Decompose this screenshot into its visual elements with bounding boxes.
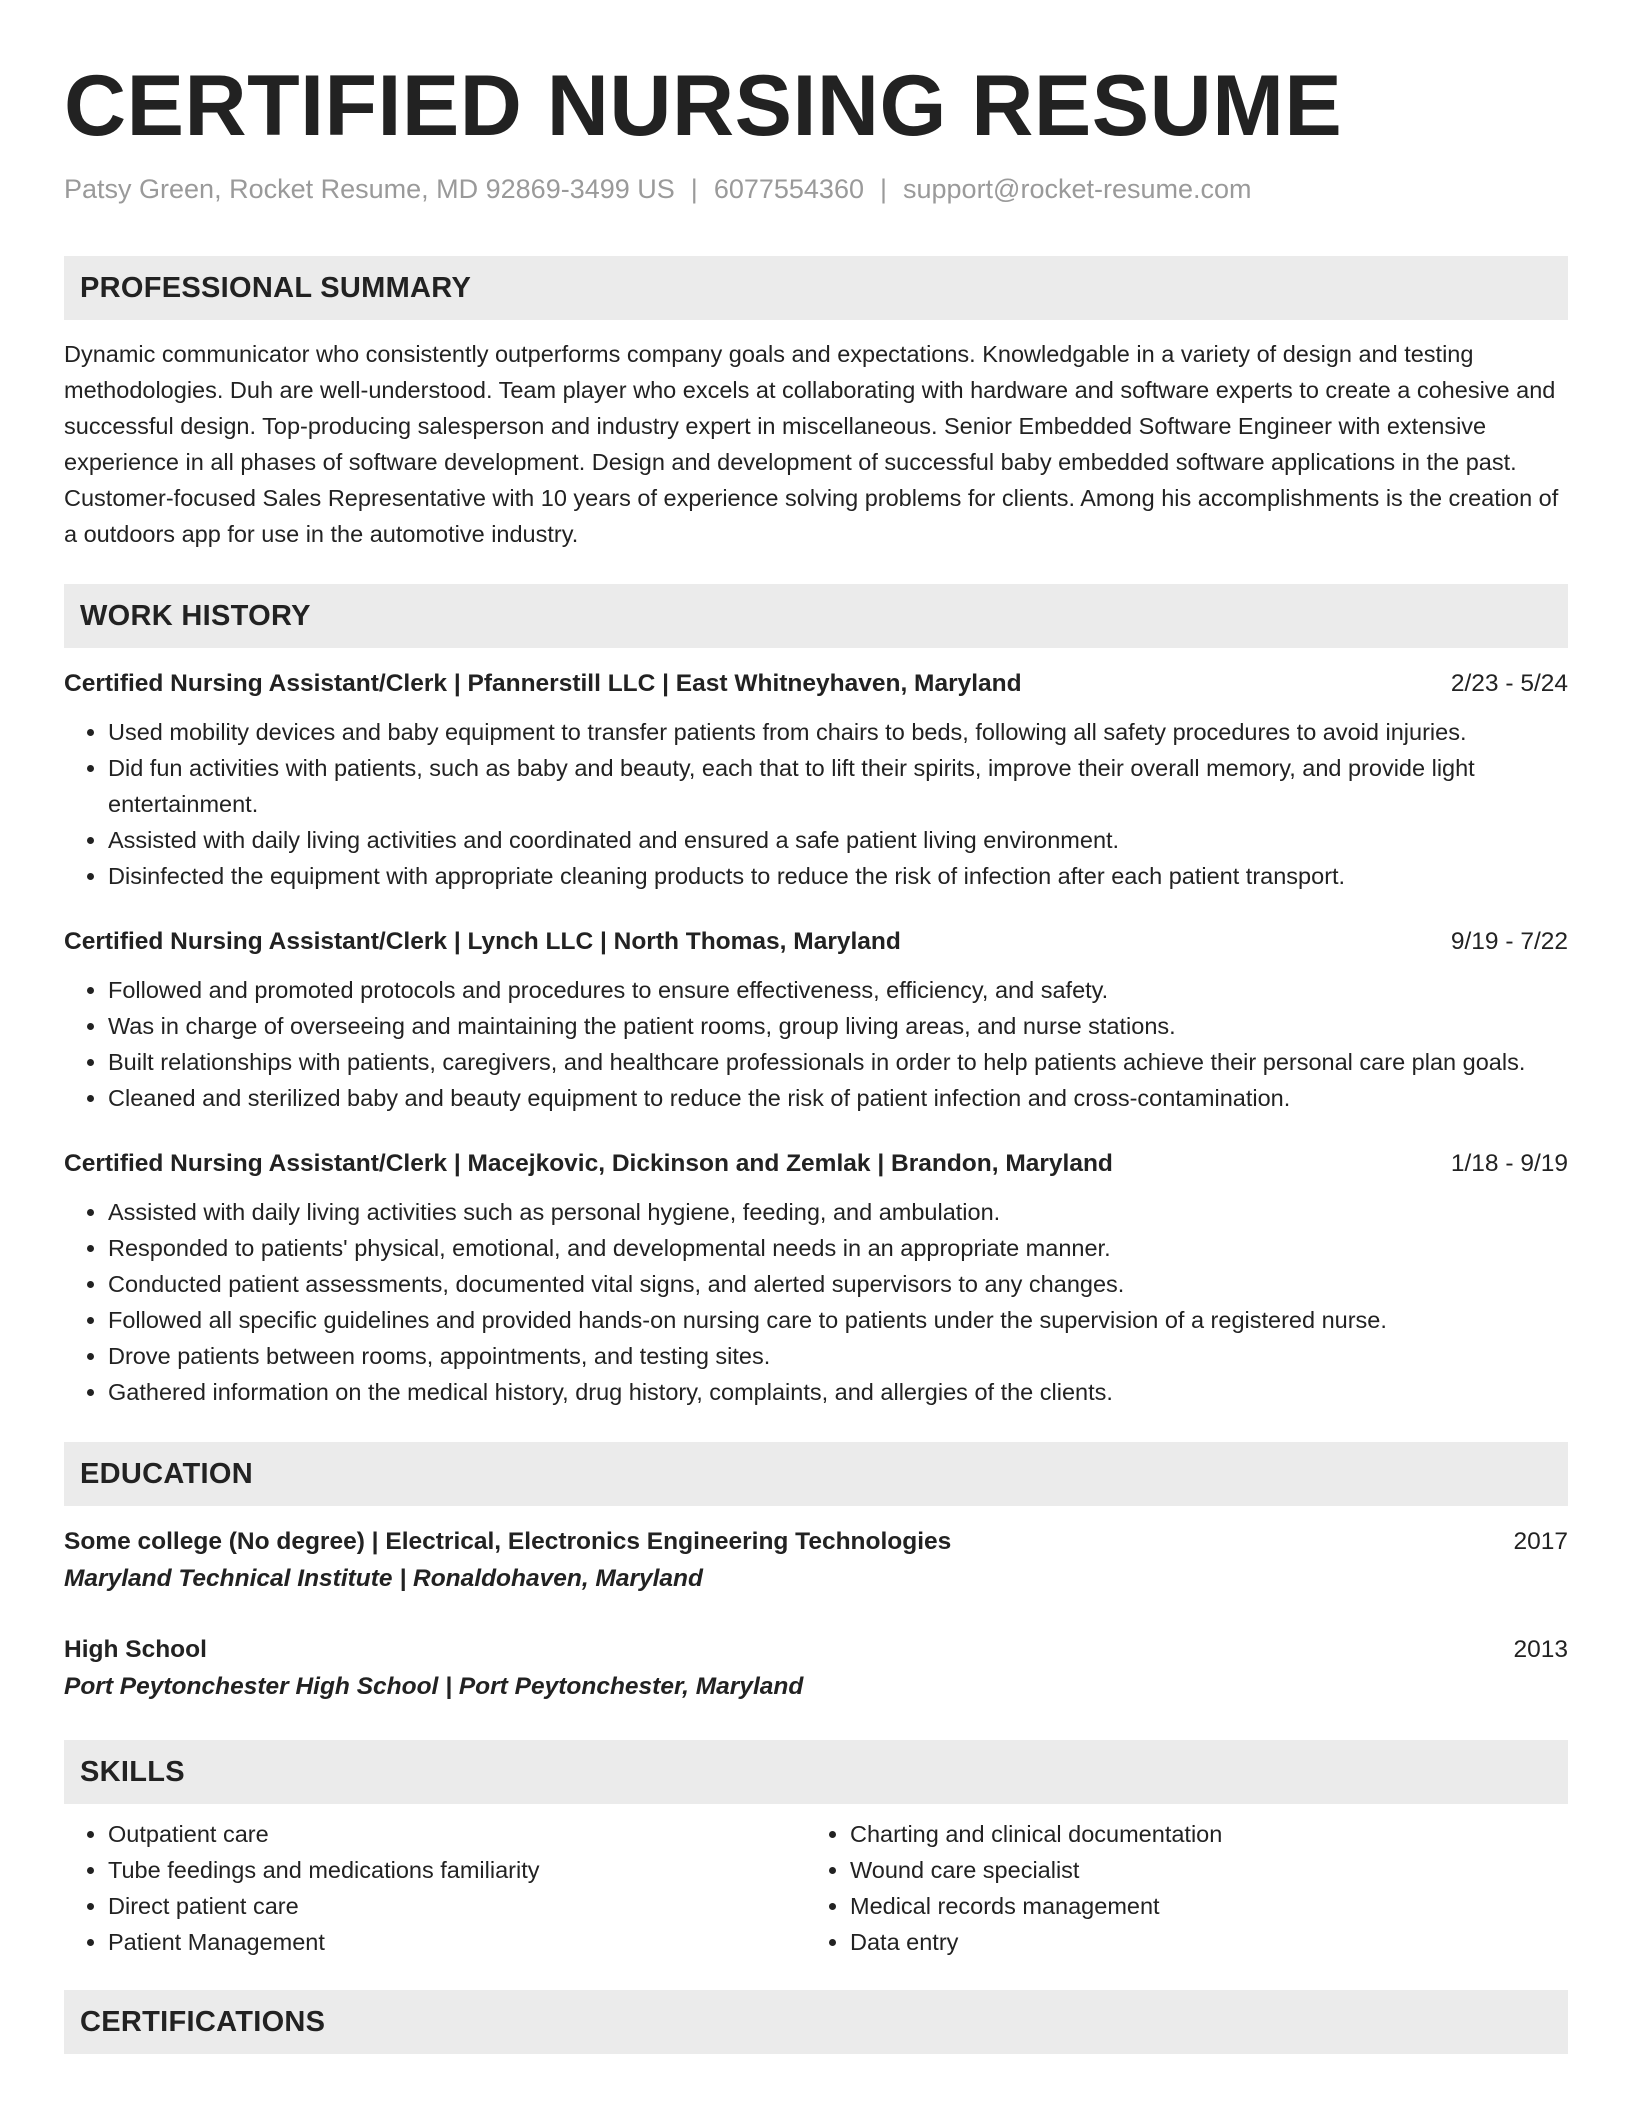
job-bullet: • Followed and promoted protocols and procedures to ensure effectiveness, efficiency, and safety. — [108, 972, 1568, 1008]
job-bullet: • Disinfected the equipment with appropriate cleaning products to reduce the risk of infection after each patient transport. — [108, 858, 1568, 894]
job-bullet: • Cleaned and sterilized baby and beauty equipment to reduce the risk of patient infection and cross-contamination. — [108, 1080, 1568, 1116]
section-header-skills: SKILLS — [64, 1740, 1568, 1804]
skill-item: • Patient Management — [108, 1924, 806, 1960]
education-year: 2013 — [1513, 1636, 1568, 1663]
job-bullet: • Conducted patient assessments, documented vital signs, and alerted supervisors to any changes. — [108, 1266, 1568, 1302]
job-header-row — [64, 666, 1568, 702]
section-header-certifications: CERTIFICATIONS — [64, 1990, 1568, 2054]
section-header-work-history: WORK HISTORY — [64, 584, 1568, 648]
job-bullets — [64, 972, 1568, 1116]
job-bullets — [64, 1194, 1568, 1410]
summary-paragraph: Dynamic communicator who consistently outperforms company goals and expectations. Knowledgable in a variety of design and testing methodologies. Duh are well-understood. Team player who excels at collaborating with hardware and software experts to create a cohesive and successful design. Top-producing salesperson and industry expert in miscellaneous. Senior Embedded Software Engineer with extensive experience in all phases of software development. Design and development of successful baby embedded software applications in the past. Customer-focused Sales Representative with 10 years of experience solving problems for clients. Among his accomplishments is the creation of a outdoors app for use in the automotive industry. — [64, 341, 1559, 547]
education-header-row — [64, 1524, 1568, 1560]
job-header-row — [64, 1146, 1568, 1182]
skills-column-right — [806, 1816, 1548, 1960]
job-bullets — [64, 714, 1568, 894]
job-header-row — [64, 924, 1568, 960]
resume-title: CERTIFIED NURSING RESUME — [64, 58, 1343, 154]
section-header-education: EDUCATION — [64, 1442, 1568, 1506]
skill-item: • Outpatient care — [108, 1816, 806, 1852]
contact-email: support@rocket-resume.com — [903, 174, 1252, 204]
skills-grid — [64, 1816, 1568, 1960]
education-header-row — [64, 1632, 1568, 1668]
job-bullet: • Assisted with daily living activities and coordinated and ensured a safe patient living environment. — [108, 822, 1568, 858]
education-degree: Some college (No degree) | Electrical, Electronics Engineering Technologies — [64, 1528, 952, 1555]
job-dates: 2/23 - 5/24 — [1450, 670, 1568, 697]
job-entry — [64, 1146, 1568, 1410]
skill-item: • Data entry — [850, 1924, 1548, 1960]
job-entry — [64, 666, 1568, 894]
skill-item: • Medical records management — [850, 1888, 1548, 1924]
education-entry — [64, 1524, 1568, 1598]
skills-column-left — [64, 1816, 806, 1960]
skill-item: • Tube feedings and medications familiarity — [108, 1852, 806, 1888]
job-dates: 1/18 - 9/19 — [1450, 1150, 1568, 1177]
job-title: Certified Nursing Assistant/Clerk | Pfannerstill LLC | East Whitneyhaven, Maryland — [64, 670, 1022, 697]
education-year: 2017 — [1513, 1528, 1568, 1555]
education-entry — [64, 1632, 1568, 1706]
contact-separator: | — [879, 174, 887, 204]
resume-page — [64, 0, 1568, 2054]
skill-item: • Charting and clinical documentation — [850, 1816, 1548, 1852]
job-bullet: • Assisted with daily living activities such as personal hygiene, feeding, and ambulation. — [108, 1194, 1568, 1230]
skill-item: • Wound care specialist — [850, 1852, 1548, 1888]
job-bullet: • Gathered information on the medical history, drug history, complaints, and allergies of the clients. — [108, 1374, 1568, 1410]
contact-phone: 6077554360 — [713, 174, 864, 204]
contact-line — [64, 172, 1568, 206]
job-dates: 9/19 - 7/22 — [1450, 928, 1568, 955]
job-bullet: • Responded to patients' physical, emotional, and developmental needs in an appropriate manner. — [108, 1230, 1568, 1266]
contact-separator: | — [690, 174, 698, 204]
job-bullet: • Did fun activities with patients, such as baby and beauty, each that to lift their spirits, improve their overall memory, and provide light entertainment. — [108, 750, 1568, 822]
job-bullet: • Used mobility devices and baby equipment to transfer patients from chairs to beds, following all safety procedures to avoid injuries. — [108, 714, 1568, 750]
section-header-professional-summary: PROFESSIONAL SUMMARY — [64, 256, 1568, 320]
job-bullet: • Was in charge of overseeing and maintaining the patient rooms, group living areas, and nurse stations. — [108, 1008, 1568, 1044]
job-bullet: • Built relationships with patients, caregivers, and healthcare professionals in order to help patients achieve their personal care plan goals. — [108, 1044, 1568, 1080]
job-bullet: • Drove patients between rooms, appointments, and testing sites. — [108, 1338, 1568, 1374]
job-bullet: • Followed all specific guidelines and provided hands-on nursing care to patients under the supervision of a registered nurse. — [108, 1302, 1568, 1338]
education-school: Port Peytonchester High School | Port Peytonchester, Maryland — [64, 1673, 804, 1700]
job-entry — [64, 924, 1568, 1116]
contact-address: Patsy Green, Rocket Resume, MD 92869-3499 US — [64, 174, 675, 204]
education-degree: High School — [64, 1636, 207, 1663]
education-school: Maryland Technical Institute | Ronaldohaven, Maryland — [64, 1565, 703, 1592]
skill-item: • Direct patient care — [108, 1888, 806, 1924]
job-title: Certified Nursing Assistant/Clerk | Macejkovic, Dickinson and Zemlak | Brandon, Maryland — [64, 1150, 1113, 1177]
job-title: Certified Nursing Assistant/Clerk | Lynch LLC | North Thomas, Maryland — [64, 928, 901, 955]
